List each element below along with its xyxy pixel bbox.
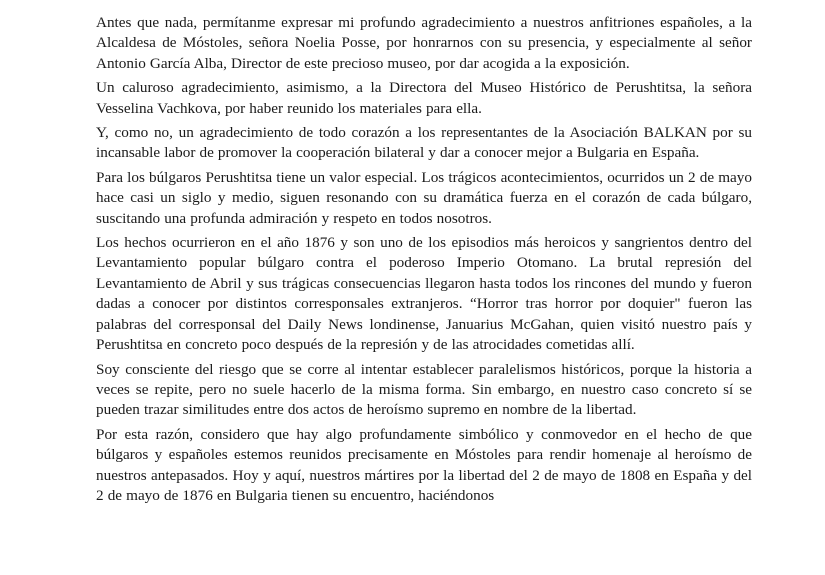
paragraph-history-1876: Los hechos ocurrieron en el año 1876 y son uno de los episodios más heroicos y sangrientos dentro del Levantamiento popular búlgaro contra el poderoso Imperio Otomano. La brutal represión del Levantamiento de Abril y sus trágicas consecuencias llegaron hasta todos los rincones del mundo y fueron dadas a conocer por distintos corresponsales extranjeros. “Horror tras horror por doquier" fueron las palabras del corresponsal del Daily News londinense, Januarius McGahan, quien visitó nuestro país y Perushtitsa en concreto poco después de la represión y de las atrocidades cometidas allí. <box>96 234 752 354</box>
paragraph-acknowledgement-hosts: Antes que nada, permítanme expresar mi profundo agradecimiento a nuestros anfitriones españoles, a la Alcaldesa de Móstoles, señora Noelia Posse, por honrarnos con su presencia, y especialmente al señor Antonio García Alba, Director de este precioso museo, por dar acogida a la exposición. <box>96 14 752 72</box>
paragraph-perushtitsa-value: Para los búlgaros Perushtitsa tiene un valor especial. Los trágicos acontecimientos, ocurridos un 2 de mayo hace casi un siglo y medio, siguen resonando con su dramática fuerza en el corazón de cada búlgaro, suscitando una profunda admiración y respeto en todos nosotros. <box>96 168 752 227</box>
paragraph-symbolic-meeting: Por esta razón, considero que hay algo profundamente simbólico y conmovedor en el hecho de que búlgaros y españoles estemos reunidos precisamente en Móstoles para rendir homenaje al heroísmo de nuestros antepasados. Hoy y aquí, nuestros mártires por la libertad del 2 de mayo de 1808 en España y del 2 de mayo de 1876 en Bulgaria tienen su encuentro, haciéndonos <box>96 425 752 504</box>
paragraph-historical-parallels: Soy consciente del riesgo que se corre al intentar establecer paralelismos históricos, porque la historia a veces se repite, pero no suele hacerlo de la misma forma. Sin embargo, en nuestro caso concreto sí se pueden trazar similitudes entre dos actos de heroísmo supremo en nombre de la libertad. <box>96 360 752 419</box>
paragraph-acknowledgement-museum-director: Un caluroso agradecimiento, asimismo, a la Directora del Museo Histórico de Perushtitsa, la señora Vesselina Vachkova, por haber reunido los materiales para ella. <box>96 79 752 117</box>
paragraph-acknowledgement-balkan-association: Y, como no, un agradecimiento de todo corazón a los representantes de la Asociación BALKAN por su incansable labor de promover la cooperación bilateral y dar a conocer mejor a Bulgaria en España. <box>96 124 752 162</box>
